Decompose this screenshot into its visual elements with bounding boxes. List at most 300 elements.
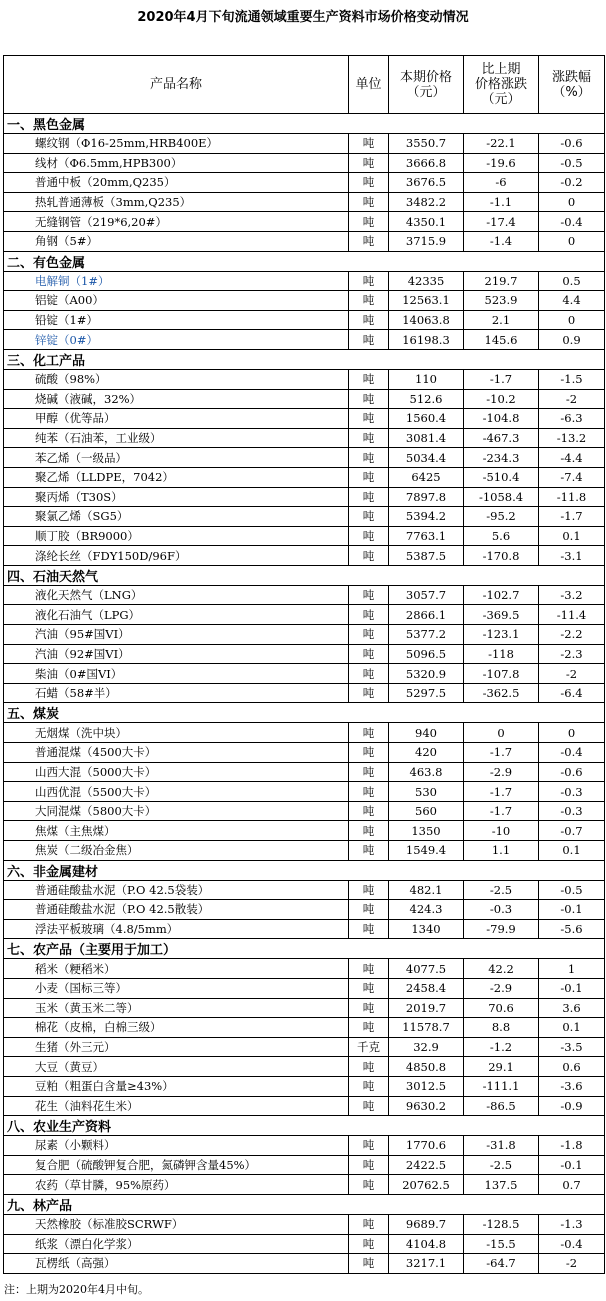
pct-cell: -2.3 <box>539 644 605 664</box>
price-cell: 3666.8 <box>389 153 464 173</box>
category-row <box>4 860 605 880</box>
change-cell: -2.9 <box>464 978 539 998</box>
pct-cell: -0.5 <box>539 153 605 173</box>
pct-cell: -0.4 <box>539 743 605 763</box>
unit-cell: 吨 <box>349 1076 389 1096</box>
pct-cell: 0 <box>539 231 605 251</box>
table-row <box>4 782 605 802</box>
unit-cell: 吨 <box>349 841 389 861</box>
table-row <box>4 409 605 429</box>
change-cell: 219.7 <box>464 271 539 291</box>
header-price <box>389 56 464 114</box>
change-cell: -1.4 <box>464 231 539 251</box>
price-cell: 3676.5 <box>389 173 464 193</box>
footnote: 注：上期为2020年4月中旬。 <box>4 1283 149 1296</box>
product-name-cell: 稻米（粳稻米） <box>4 959 349 979</box>
pct-cell: 0.1 <box>539 526 605 546</box>
header-unit: 单位 <box>349 56 389 114</box>
pct-cell: -3.1 <box>539 546 605 566</box>
change-cell: -1.2 <box>464 1037 539 1057</box>
pct-cell: 1 <box>539 959 605 979</box>
price-cell: 7763.1 <box>389 526 464 546</box>
unit-cell: 吨 <box>349 467 389 487</box>
pct-cell: -1.7 <box>539 507 605 527</box>
unit-cell: 吨 <box>349 369 389 389</box>
price-cell: 9689.7 <box>389 1214 464 1234</box>
header-price-line1: 本期价格 <box>399 69 452 85</box>
product-name-cell: 大同混煤（5800大卡） <box>4 801 349 821</box>
change-cell: 29.1 <box>464 1057 539 1077</box>
price-cell: 5320.9 <box>389 664 464 684</box>
price-cell: 11578.7 <box>389 1018 464 1038</box>
change-cell: -15.5 <box>464 1234 539 1254</box>
unit-cell: 吨 <box>349 683 389 703</box>
pct-cell: -0.1 <box>539 900 605 920</box>
price-cell: 32.9 <box>389 1037 464 1057</box>
category-label: 三、化工产品 <box>4 349 605 369</box>
unit-cell: 吨 <box>349 192 389 212</box>
pct-cell: -0.1 <box>539 1155 605 1175</box>
table-row <box>4 605 605 625</box>
table-row <box>4 585 605 605</box>
header-pct-line2: （%） <box>552 84 591 100</box>
pct-cell: -2 <box>539 1254 605 1274</box>
price-cell: 1770.6 <box>389 1136 464 1156</box>
change-cell: -22.1 <box>464 134 539 154</box>
product-name-cell: 普通硅酸盐水泥（P.O 42.5袋装） <box>4 880 349 900</box>
category-row <box>4 1194 605 1214</box>
unit-cell: 吨 <box>349 291 389 311</box>
pct-cell: -3.5 <box>539 1037 605 1057</box>
pct-cell: -2.2 <box>539 625 605 645</box>
price-cell: 1340 <box>389 919 464 939</box>
price-cell: 512.6 <box>389 389 464 409</box>
category-label: 四、石油天然气 <box>4 565 605 585</box>
product-name-cell: 烧碱（液碱，32%） <box>4 389 349 409</box>
product-name-cell: 焦炭（二级冶金焦） <box>4 841 349 861</box>
product-name-cell: 纯苯（石油苯，工业级） <box>4 428 349 448</box>
price-cell: 5377.2 <box>389 625 464 645</box>
pct-cell: 0.5 <box>539 271 605 291</box>
header-change-line2: 价格涨跌 <box>474 77 527 92</box>
table-row <box>4 1214 605 1234</box>
product-name-cell: 纸浆（漂白化学浆） <box>4 1234 349 1254</box>
table-row <box>4 959 605 979</box>
table-row <box>4 801 605 821</box>
category-label: 六、非金属建材 <box>4 860 605 880</box>
pct-cell: -1.5 <box>539 369 605 389</box>
unit-cell: 吨 <box>349 271 389 291</box>
product-name-cell: 铅锭（1#） <box>4 310 349 330</box>
change-cell: 137.5 <box>464 1175 539 1195</box>
unit-cell: 吨 <box>349 1096 389 1116</box>
change-cell: -510.4 <box>464 467 539 487</box>
change-cell: 1.1 <box>464 841 539 861</box>
category-row <box>4 703 605 723</box>
pct-cell: 0.1 <box>539 841 605 861</box>
table-row <box>4 291 605 311</box>
price-cell: 5394.2 <box>389 507 464 527</box>
change-cell: 145.6 <box>464 330 539 350</box>
category-label: 一、黑色金属 <box>4 114 605 134</box>
table-row <box>4 1076 605 1096</box>
pct-cell: -0.4 <box>539 212 605 232</box>
unit-cell: 吨 <box>349 1214 389 1234</box>
price-cell: 20762.5 <box>389 1175 464 1195</box>
price-cell: 560 <box>389 801 464 821</box>
price-cell: 482.1 <box>389 880 464 900</box>
price-cell: 110 <box>389 369 464 389</box>
table-row <box>4 664 605 684</box>
unit-cell: 吨 <box>349 487 389 507</box>
pct-cell: 0.9 <box>539 330 605 350</box>
pct-cell: -2 <box>539 664 605 684</box>
header-pct-line1: 涨跌幅 <box>551 69 591 85</box>
product-name-cell: 液化天然气（LNG） <box>4 585 349 605</box>
unit-cell: 吨 <box>349 389 389 409</box>
product-name-cell: 无缝钢管（219*6,20#） <box>4 212 349 232</box>
pct-cell: -0.2 <box>539 173 605 193</box>
price-cell: 12563.1 <box>389 291 464 311</box>
price-cell: 42335 <box>389 271 464 291</box>
pct-cell: -1.3 <box>539 1214 605 1234</box>
change-cell: 5.6 <box>464 526 539 546</box>
table-row <box>4 487 605 507</box>
table-row <box>4 369 605 389</box>
unit-cell: 吨 <box>349 1234 389 1254</box>
category-row <box>4 1116 605 1136</box>
price-cell: 2866.1 <box>389 605 464 625</box>
pct-cell: -0.6 <box>539 134 605 154</box>
unit-cell: 吨 <box>349 212 389 232</box>
product-name-cell: 硫酸（98%） <box>4 369 349 389</box>
table-row <box>4 1136 605 1156</box>
table-row <box>4 153 605 173</box>
price-cell: 3217.1 <box>389 1254 464 1274</box>
pct-cell: 0.1 <box>539 1018 605 1038</box>
product-name-cell: 棉花（皮棉，白棉三级） <box>4 1018 349 1038</box>
change-cell: -6 <box>464 173 539 193</box>
table-row <box>4 428 605 448</box>
pct-cell: -0.3 <box>539 801 605 821</box>
change-cell: -118 <box>464 644 539 664</box>
table-row <box>4 310 605 330</box>
price-cell: 2019.7 <box>389 998 464 1018</box>
pct-cell: -0.1 <box>539 978 605 998</box>
change-cell: -234.3 <box>464 448 539 468</box>
price-cell: 5096.5 <box>389 644 464 664</box>
price-cell: 4077.5 <box>389 959 464 979</box>
category-label: 八、农业生产资料 <box>4 1116 605 1136</box>
change-cell: 8.8 <box>464 1018 539 1038</box>
table-row <box>4 683 605 703</box>
pct-cell: -3.6 <box>539 1076 605 1096</box>
change-cell: 523.9 <box>464 291 539 311</box>
product-name-cell: 生猪（外三元） <box>4 1037 349 1057</box>
price-cell: 16198.3 <box>389 330 464 350</box>
pct-cell: 0 <box>539 192 605 212</box>
product-name-cell: 尿素（小颗料） <box>4 1136 349 1156</box>
header-change <box>464 56 539 114</box>
product-name-cell: 山西大混（5000大卡） <box>4 762 349 782</box>
price-cell: 4350.1 <box>389 212 464 232</box>
product-name-cell: 瓦楞纸（高强） <box>4 1254 349 1274</box>
change-cell: -111.1 <box>464 1076 539 1096</box>
price-cell: 420 <box>389 743 464 763</box>
table-row <box>4 723 605 743</box>
table-row <box>4 231 605 251</box>
product-name-cell: 甲醇（优等品） <box>4 409 349 429</box>
price-cell: 3057.7 <box>389 585 464 605</box>
change-cell: -369.5 <box>464 605 539 625</box>
product-name-cell[interactable]: 电解铜（1#） <box>4 271 349 291</box>
product-name-cell: 苯乙烯（一级品） <box>4 448 349 468</box>
product-name-cell: 玉米（黄玉米二等） <box>4 998 349 1018</box>
product-name-cell: 豆粕（粗蛋白含量≥43%） <box>4 1076 349 1096</box>
price-cell: 3715.9 <box>389 231 464 251</box>
change-cell: -123.1 <box>464 625 539 645</box>
product-name-cell: 聚乙烯（LLDPE，7042） <box>4 467 349 487</box>
change-cell: -1.1 <box>464 192 539 212</box>
change-cell: 70.6 <box>464 998 539 1018</box>
unit-cell: 吨 <box>349 428 389 448</box>
unit-cell: 吨 <box>349 998 389 1018</box>
price-cell: 5297.5 <box>389 683 464 703</box>
table-row <box>4 173 605 193</box>
category-row <box>4 349 605 369</box>
header-change-line3: （元） <box>481 92 521 107</box>
header-pct <box>539 56 605 114</box>
change-cell: -2.9 <box>464 762 539 782</box>
pct-cell: -11.4 <box>539 605 605 625</box>
unit-cell: 吨 <box>349 173 389 193</box>
unit-cell: 吨 <box>349 625 389 645</box>
change-cell: -2.5 <box>464 1155 539 1175</box>
table-row <box>4 448 605 468</box>
unit-cell: 吨 <box>349 231 389 251</box>
category-label: 七、农产品（主要用于加工） <box>4 939 605 959</box>
price-cell: 14063.8 <box>389 310 464 330</box>
product-name-cell: 柴油（0#国VI） <box>4 664 349 684</box>
pct-cell: 0.7 <box>539 1175 605 1195</box>
unit-cell: 吨 <box>349 919 389 939</box>
table-body <box>4 114 605 1274</box>
change-cell: -107.8 <box>464 664 539 684</box>
unit-cell: 吨 <box>349 507 389 527</box>
change-cell: 42.2 <box>464 959 539 979</box>
price-cell: 463.8 <box>389 762 464 782</box>
category-row <box>4 565 605 585</box>
pct-cell: 3.6 <box>539 998 605 1018</box>
table-header-row <box>4 56 605 114</box>
price-cell: 4104.8 <box>389 1234 464 1254</box>
price-cell: 6425 <box>389 467 464 487</box>
pct-cell: 0.6 <box>539 1057 605 1077</box>
product-name-cell: 普通混煤（4500大卡） <box>4 743 349 763</box>
unit-cell: 吨 <box>349 153 389 173</box>
pct-cell: -0.5 <box>539 880 605 900</box>
unit-cell: 吨 <box>349 743 389 763</box>
pct-cell: 4.4 <box>539 291 605 311</box>
pct-cell: -0.9 <box>539 1096 605 1116</box>
product-name-cell: 聚丙烯（T30S） <box>4 487 349 507</box>
change-cell: -64.7 <box>464 1254 539 1274</box>
table-row <box>4 743 605 763</box>
header-change-line1: 比上期 <box>481 62 521 77</box>
price-cell: 3550.7 <box>389 134 464 154</box>
change-cell: -19.6 <box>464 153 539 173</box>
pct-cell: 0 <box>539 310 605 330</box>
table-row <box>4 330 605 350</box>
pct-cell: -0.6 <box>539 762 605 782</box>
change-cell: -2.5 <box>464 880 539 900</box>
change-cell: -1058.4 <box>464 487 539 507</box>
pct-cell: -4.4 <box>539 448 605 468</box>
unit-cell: 吨 <box>349 1254 389 1274</box>
product-name-cell: 涤纶长丝（FDY150D/96F） <box>4 546 349 566</box>
table-row <box>4 1175 605 1195</box>
price-cell: 5387.5 <box>389 546 464 566</box>
page-title: 2020年4月下旬流通领域重要生产资料市场价格变动情况 <box>137 10 469 25</box>
price-cell: 4850.8 <box>389 1057 464 1077</box>
category-label: 二、有色金属 <box>4 251 605 271</box>
pct-cell: -0.3 <box>539 782 605 802</box>
price-cell: 940 <box>389 723 464 743</box>
product-name-cell: 聚氯乙烯（SG5） <box>4 507 349 527</box>
price-cell: 2458.4 <box>389 978 464 998</box>
change-cell: 0 <box>464 723 539 743</box>
price-cell: 5034.4 <box>389 448 464 468</box>
table-row <box>4 625 605 645</box>
unit-cell: 吨 <box>349 1155 389 1175</box>
unit-cell: 吨 <box>349 959 389 979</box>
product-name-cell: 农药（草甘膦，95%原药） <box>4 1175 349 1195</box>
table-row <box>4 1057 605 1077</box>
table-row <box>4 900 605 920</box>
unit-cell: 千克 <box>349 1037 389 1057</box>
category-row <box>4 251 605 271</box>
table-row <box>4 389 605 409</box>
unit-cell: 吨 <box>349 782 389 802</box>
pct-cell: -5.6 <box>539 919 605 939</box>
price-cell: 7897.8 <box>389 487 464 507</box>
table-row <box>4 841 605 861</box>
category-label: 五、煤炭 <box>4 703 605 723</box>
unit-cell: 吨 <box>349 605 389 625</box>
product-name-cell: 花生（油料花生米） <box>4 1096 349 1116</box>
product-name-cell: 液化石油气（LPG） <box>4 605 349 625</box>
unit-cell: 吨 <box>349 880 389 900</box>
table-row <box>4 546 605 566</box>
product-name-cell: 铝锭（A00） <box>4 291 349 311</box>
unit-cell: 吨 <box>349 448 389 468</box>
unit-cell: 吨 <box>349 978 389 998</box>
price-cell: 3482.2 <box>389 192 464 212</box>
change-cell: -104.8 <box>464 409 539 429</box>
table-row <box>4 1018 605 1038</box>
unit-cell: 吨 <box>349 1175 389 1195</box>
table-row <box>4 1037 605 1057</box>
price-cell: 9630.2 <box>389 1096 464 1116</box>
pct-cell: -3.2 <box>539 585 605 605</box>
change-cell: -1.7 <box>464 801 539 821</box>
unit-cell: 吨 <box>349 1136 389 1156</box>
table-row <box>4 1254 605 1274</box>
table-row <box>4 919 605 939</box>
change-cell: -0.3 <box>464 900 539 920</box>
table-row <box>4 507 605 527</box>
price-cell: 424.3 <box>389 900 464 920</box>
change-cell: -128.5 <box>464 1214 539 1234</box>
change-cell: -86.5 <box>464 1096 539 1116</box>
header-price-line2: （元） <box>406 84 446 100</box>
unit-cell: 吨 <box>349 134 389 154</box>
pct-cell: -11.8 <box>539 487 605 507</box>
price-cell: 1549.4 <box>389 841 464 861</box>
change-cell: -95.2 <box>464 507 539 527</box>
pct-cell: 0 <box>539 723 605 743</box>
price-cell: 3012.5 <box>389 1076 464 1096</box>
table-row <box>4 1096 605 1116</box>
pct-cell: -2 <box>539 389 605 409</box>
product-name-cell: 天然橡胶（标准胶SCRWF） <box>4 1214 349 1234</box>
change-cell: -362.5 <box>464 683 539 703</box>
table-row <box>4 192 605 212</box>
table-row <box>4 978 605 998</box>
price-cell: 1350 <box>389 821 464 841</box>
product-name-cell: 普通中板（20mm,Q235） <box>4 173 349 193</box>
table-row <box>4 467 605 487</box>
unit-cell: 吨 <box>349 821 389 841</box>
product-name-cell: 线材（Φ6.5mm,HPB300） <box>4 153 349 173</box>
unit-cell: 吨 <box>349 644 389 664</box>
table-row <box>4 212 605 232</box>
price-cell: 530 <box>389 782 464 802</box>
change-cell: -170.8 <box>464 546 539 566</box>
unit-cell: 吨 <box>349 1018 389 1038</box>
change-cell: -10 <box>464 821 539 841</box>
product-name-cell: 大豆（黄豆） <box>4 1057 349 1077</box>
change-cell: -17.4 <box>464 212 539 232</box>
product-name-cell: 石蜡（58#半） <box>4 683 349 703</box>
table-row <box>4 1155 605 1175</box>
unit-cell: 吨 <box>349 762 389 782</box>
table-row <box>4 998 605 1018</box>
table-row <box>4 271 605 291</box>
product-name-cell: 顺丁胶（BR9000） <box>4 526 349 546</box>
pct-cell: -13.2 <box>539 428 605 448</box>
header-product-name: 产品名称 <box>4 56 349 114</box>
table-row <box>4 762 605 782</box>
unit-cell: 吨 <box>349 801 389 821</box>
category-row <box>4 939 605 959</box>
product-name-cell[interactable]: 锌锭（0#） <box>4 330 349 350</box>
unit-cell: 吨 <box>349 664 389 684</box>
pct-cell: -6.3 <box>539 409 605 429</box>
product-name-cell: 山西优混（5500大卡） <box>4 782 349 802</box>
change-cell: -467.3 <box>464 428 539 448</box>
unit-cell: 吨 <box>349 723 389 743</box>
pct-cell: -0.7 <box>539 821 605 841</box>
table-row <box>4 526 605 546</box>
pct-cell: -6.4 <box>539 683 605 703</box>
price-cell: 1560.4 <box>389 409 464 429</box>
table-row <box>4 134 605 154</box>
change-cell: -102.7 <box>464 585 539 605</box>
price-table <box>3 55 605 1274</box>
change-cell: -10.2 <box>464 389 539 409</box>
price-cell: 3081.4 <box>389 428 464 448</box>
